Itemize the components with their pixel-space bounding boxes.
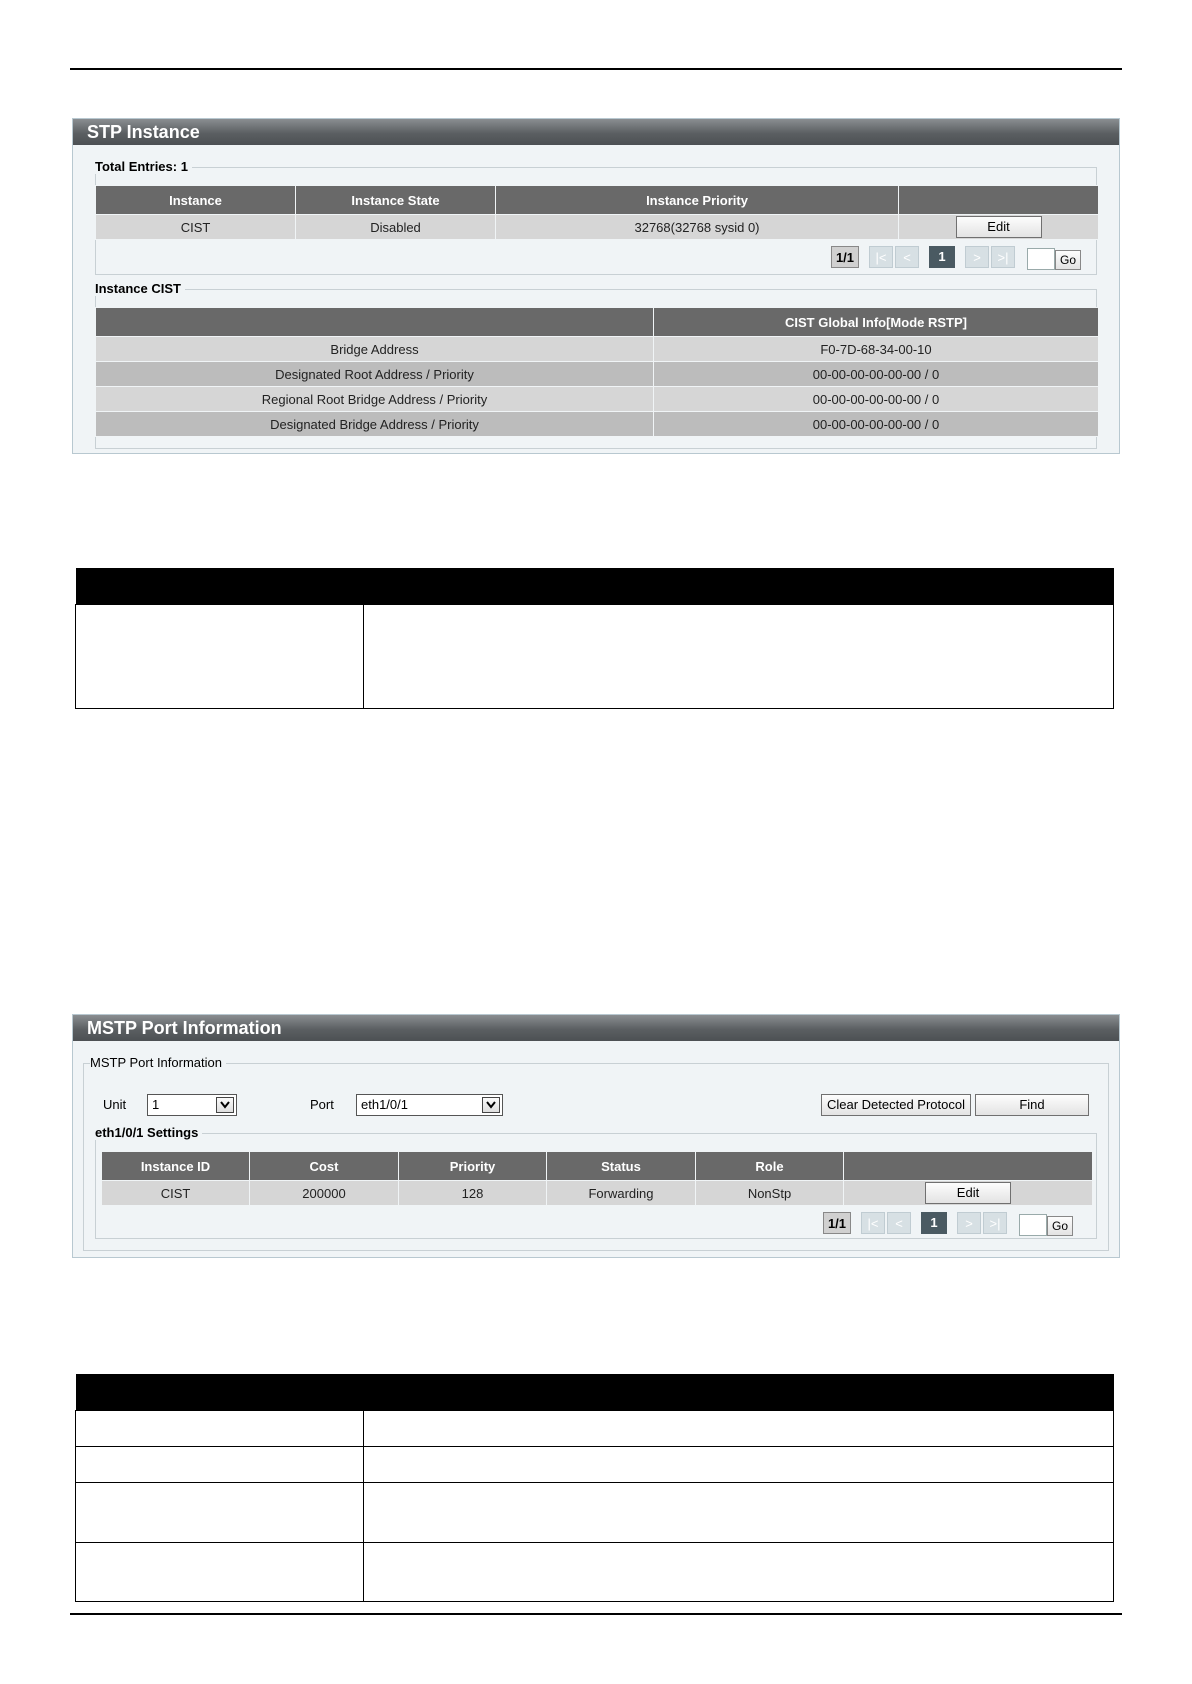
- header-priority: Priority: [399, 1152, 547, 1181]
- page-number-input[interactable]: [1019, 1214, 1047, 1236]
- next-page-button[interactable]: >: [957, 1212, 981, 1234]
- doc-cell: [76, 1483, 364, 1543]
- find-button[interactable]: Find: [975, 1094, 1089, 1116]
- doc-cell: [364, 1543, 1114, 1602]
- cist-label: Regional Root Bridge Address / Priority: [96, 387, 654, 412]
- mstp-port-table: [101, 1151, 1093, 1206]
- stp-instance-title: STP Instance: [73, 119, 1119, 145]
- table-row: [102, 1181, 1093, 1206]
- table-row: [96, 362, 1099, 387]
- cell-cost: 200000: [250, 1181, 399, 1206]
- table-row: [96, 337, 1099, 362]
- header-cist-global-info: CIST Global Info[Mode RSTP]: [654, 308, 1099, 337]
- cell-action: [844, 1181, 1093, 1206]
- port-value: eth1/0/1: [361, 1097, 408, 1112]
- doc-cell: [364, 1411, 1114, 1447]
- header-action: [899, 186, 1099, 215]
- cist-label: Designated Root Address / Priority: [96, 362, 654, 387]
- mstp-port-info-title: MSTP Port Information: [73, 1015, 1119, 1041]
- last-page-button[interactable]: >|: [983, 1212, 1007, 1234]
- stp-pager: [831, 246, 1101, 270]
- cist-value: 00-00-00-00-00-00 / 0: [654, 362, 1099, 387]
- chevron-down-icon[interactable]: [216, 1097, 234, 1113]
- unit-label: Unit: [103, 1097, 127, 1112]
- doc-cell: [364, 605, 1114, 709]
- doc-cell: [364, 1447, 1114, 1483]
- header-instance-state: Instance State: [296, 186, 496, 215]
- current-page-button[interactable]: 1: [929, 246, 955, 268]
- edit-instance-button[interactable]: Edit: [956, 216, 1042, 238]
- port-select[interactable]: [356, 1094, 503, 1116]
- doc-header-description: [364, 1374, 1114, 1411]
- header-instance-id: Instance ID: [102, 1152, 250, 1181]
- mstp-pager: [823, 1212, 1093, 1236]
- cist-value: F0-7D-68-34-00-10: [654, 337, 1099, 362]
- cist-info-table: [95, 307, 1099, 437]
- header-role: Role: [696, 1152, 844, 1181]
- instance-cist-label: Instance CIST: [95, 281, 185, 296]
- doc-cell: [76, 1411, 364, 1447]
- cist-label: Designated Bridge Address / Priority: [96, 412, 654, 437]
- top-rule: [70, 68, 1122, 70]
- doc-header-description: [364, 568, 1114, 605]
- chevron-down-icon[interactable]: [482, 1097, 500, 1113]
- header-status: Status: [547, 1152, 696, 1181]
- page-count: 1/1: [831, 246, 859, 268]
- cist-label: Bridge Address: [96, 337, 654, 362]
- edit-port-button[interactable]: Edit: [925, 1182, 1011, 1204]
- stp-instance-table: [95, 185, 1099, 240]
- port-settings-legend: eth1/0/1 Settings: [95, 1125, 202, 1140]
- page-number-input[interactable]: [1027, 248, 1055, 270]
- doc-cell: [76, 605, 364, 709]
- current-page-button[interactable]: 1: [921, 1212, 947, 1234]
- prev-page-button[interactable]: <: [887, 1212, 911, 1234]
- doc-header-parameter: [76, 568, 364, 605]
- go-button[interactable]: Go: [1055, 250, 1081, 270]
- bottom-rule: [70, 1613, 1122, 1615]
- cell-action: [899, 215, 1099, 240]
- table-row: [96, 215, 1099, 240]
- mstp-port-info-legend: MSTP Port Information: [90, 1055, 226, 1070]
- unit-select[interactable]: [147, 1094, 237, 1116]
- cell-instance-id: CIST: [102, 1181, 250, 1206]
- prev-page-button[interactable]: <: [895, 246, 919, 268]
- table-row: [96, 387, 1099, 412]
- next-page-button[interactable]: >: [965, 246, 989, 268]
- page-count: 1/1: [823, 1212, 851, 1234]
- cell-status: Forwarding: [547, 1181, 696, 1206]
- first-page-button[interactable]: |<: [869, 246, 893, 268]
- parameter-table-2: [75, 1374, 1114, 1602]
- header-action: [844, 1152, 1093, 1181]
- table-row: [96, 412, 1099, 437]
- cell-role: NonStp: [696, 1181, 844, 1206]
- doc-cell: [364, 1483, 1114, 1543]
- first-page-button[interactable]: |<: [861, 1212, 885, 1234]
- unit-value: 1: [152, 1097, 160, 1112]
- total-entries-label: Total Entries: 1: [95, 159, 192, 174]
- doc-cell: [76, 1543, 364, 1602]
- cist-value: 00-00-00-00-00-00 / 0: [654, 387, 1099, 412]
- mstp-port-info-panel: [72, 1014, 1120, 1258]
- parameter-table-1: [75, 568, 1114, 709]
- cell-state: Disabled: [296, 215, 496, 240]
- doc-header-parameter: [76, 1374, 364, 1411]
- clear-detected-protocol-button[interactable]: Clear Detected Protocol: [821, 1094, 971, 1116]
- last-page-button[interactable]: >|: [991, 246, 1015, 268]
- port-label: Port: [310, 1097, 334, 1112]
- header-instance: Instance: [96, 186, 296, 215]
- cell-priority: 128: [399, 1181, 547, 1206]
- doc-cell: [76, 1447, 364, 1483]
- stp-instance-panel: [72, 118, 1120, 454]
- go-button[interactable]: Go: [1047, 1216, 1073, 1236]
- cell-priority: 32768(32768 sysid 0): [496, 215, 899, 240]
- header-blank: [96, 308, 654, 337]
- header-instance-priority: Instance Priority: [496, 186, 899, 215]
- cell-instance: CIST: [96, 215, 296, 240]
- header-cost: Cost: [250, 1152, 399, 1181]
- cist-value: 00-00-00-00-00-00 / 0: [654, 412, 1099, 437]
